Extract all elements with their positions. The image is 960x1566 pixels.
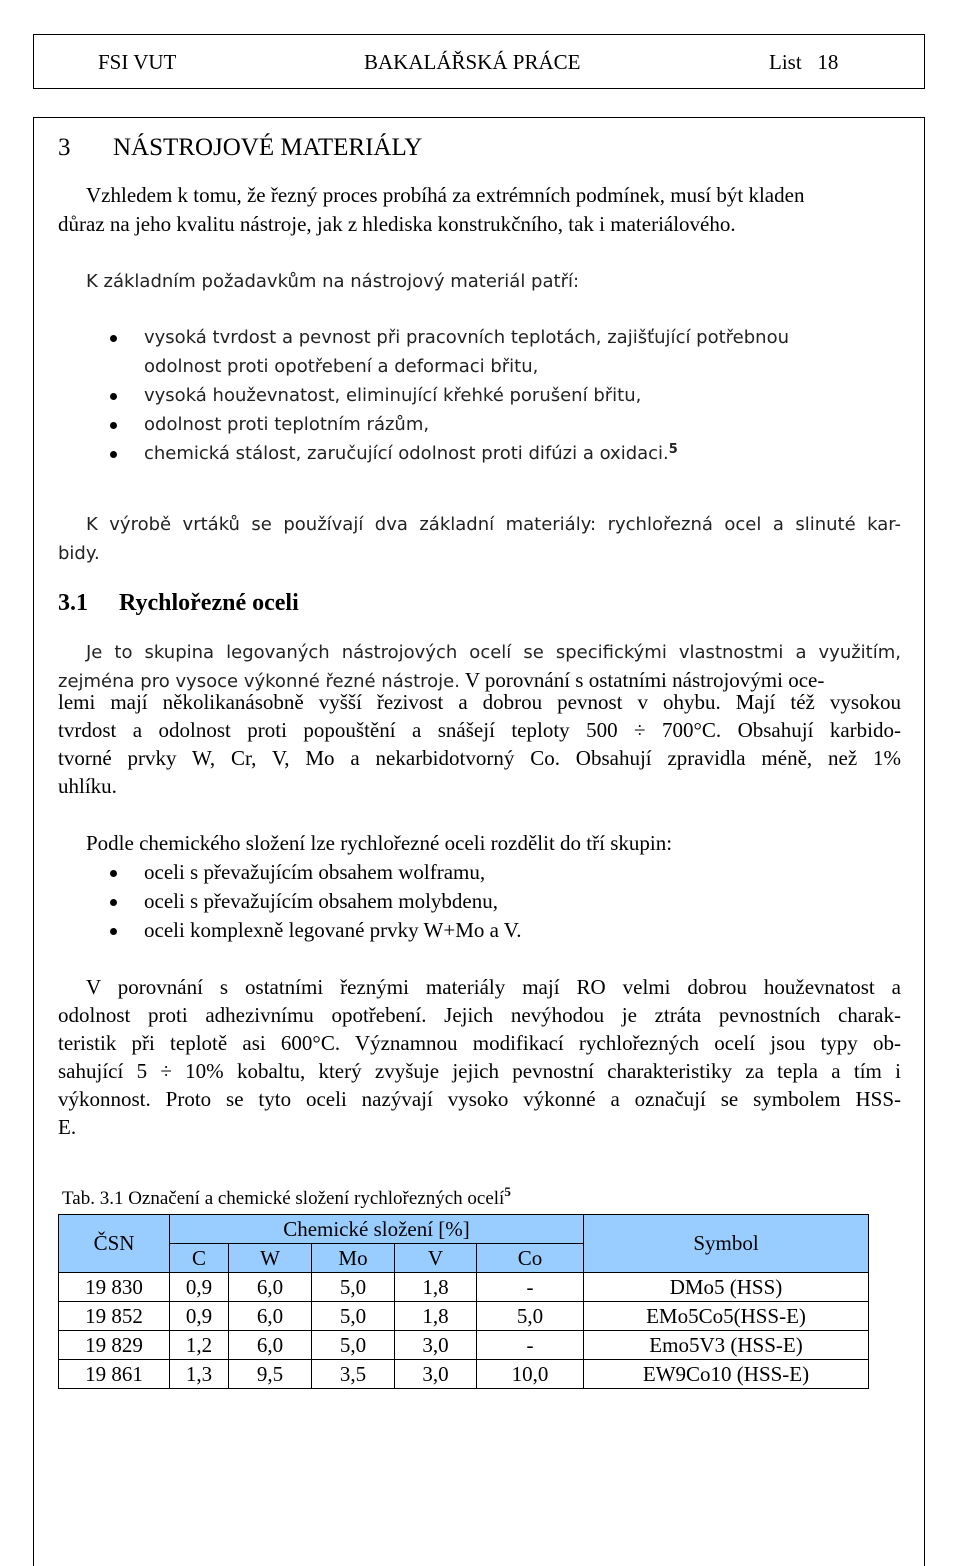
bullet-icon: [110, 451, 117, 458]
cell-symbol: Emo5V3 (HSS-E): [584, 1331, 869, 1360]
requirements-list: [58, 323, 789, 468]
header-element: Mo: [312, 1244, 395, 1273]
drill-line: K výrobě vrtáků se používají dva základní materiály: rychlořezná ocel a slinuté kar-: [86, 514, 901, 535]
header-element: W: [229, 1244, 312, 1273]
table-row: [59, 1273, 869, 1302]
hss-line: tvrdost a odolnost proti popouštění a snášejí teploty 500 ÷ 700°C. Obsahují karbido-: [58, 718, 901, 742]
list-item-line: vysoká tvrdost a pevnost při pracovních teplotách, zajišťující potřebnou: [144, 327, 790, 348]
cell-value: 5,0: [477, 1302, 584, 1331]
chapter-number: 3: [58, 134, 71, 161]
cell-value: 6,0: [229, 1273, 312, 1302]
cell-symbol: EW9Co10 (HSS-E): [584, 1360, 869, 1389]
composition-table: [58, 1214, 869, 1389]
requirements-lead: K základním požadavkům na nástrojový materiál patří:: [86, 271, 580, 292]
cell-value: 1,8: [395, 1273, 477, 1302]
table-caption: [62, 1184, 511, 1210]
list-item-text: oceli s převažujícím obsahem molybdenu,: [144, 889, 498, 913]
bullet-icon: [110, 899, 117, 906]
list-item-line: odolnost proti teplotním rázům,: [144, 414, 430, 435]
list-item: [58, 439, 789, 468]
cell-value: 1,8: [395, 1302, 477, 1331]
cell-value: -: [477, 1273, 584, 1302]
table-row: [59, 1360, 869, 1389]
cell-value: 3,0: [395, 1360, 477, 1389]
cell-value: 5,0: [312, 1302, 395, 1331]
header-document-type: BAKALÁŘSKÁ PRÁCE: [364, 50, 581, 74]
header-chemical-composition: Chemické složení [%]: [170, 1215, 584, 1244]
cell-value: 6,0: [229, 1331, 312, 1360]
cell-value: 0,9: [170, 1302, 229, 1331]
bullet-icon: [110, 393, 117, 400]
section-title-text: Rychlořezné oceli: [119, 590, 299, 616]
hss-line: uhlíku.: [58, 774, 117, 798]
section-number: 3.1: [58, 590, 88, 616]
list-item: [58, 858, 522, 887]
hss-line: Je to skupina legovaných nástrojových ocelí se specifickými vlastnostmi a využitím,: [86, 642, 901, 663]
cell-value: 3,5: [312, 1360, 395, 1389]
list-item-line: odolnost proti opotřebení a deformaci břitu,: [144, 356, 539, 377]
list-item-text: oceli komplexně legované prvky W+Mo a V.: [144, 918, 522, 942]
comparison-line: odolnost proti adhezivnímu opotřebení. Jejich nevýhodou je ztráta pevnostních charak-: [58, 1003, 901, 1027]
header-symbol: Symbol: [584, 1215, 869, 1273]
page-header: [33, 34, 925, 89]
list-item: [58, 410, 789, 439]
list-item: [58, 916, 522, 945]
hss-line: zejména pro vysoce výkonné řezné nástroje.: [58, 671, 460, 692]
header-institution: FSI VUT: [98, 50, 177, 74]
cell-csn: 19 861: [59, 1360, 170, 1389]
intro-line: důraz na jeho kvalitu nástroje, jak z hlediska konstrukčního, tak i materiálového.: [58, 212, 736, 236]
hss-line: tvorné prvky W, Cr, V, Mo a nekarbidotvorný Co. Obsahují zpravidla méně, než 1%: [58, 746, 901, 770]
drill-line: bidy.: [58, 543, 100, 564]
cell-csn: 19 852: [59, 1302, 170, 1331]
cell-symbol: EMo5Co5(HSS-E): [584, 1302, 869, 1331]
hss-line: V porovnání s ostatními nástrojovými oce-: [459, 668, 825, 692]
cell-value: 5,0: [312, 1331, 395, 1360]
bullet-icon: [110, 335, 117, 342]
cell-value: 9,5: [229, 1360, 312, 1389]
reference-number: 5: [504, 1184, 511, 1199]
comparison-line: E.: [58, 1115, 77, 1139]
cell-value: 1,3: [170, 1360, 229, 1389]
cell-symbol: DMo5 (HSS): [584, 1273, 869, 1302]
table-row: [59, 1331, 869, 1360]
list-item-line: chemická stálost, zaručující odolnost proti difúzi a oxidaci.: [144, 443, 669, 464]
header-element: Co: [477, 1244, 584, 1273]
cell-value: 0,9: [170, 1273, 229, 1302]
bullet-icon: [110, 928, 117, 935]
cell-csn: 19 830: [59, 1273, 170, 1302]
cell-value: 1,2: [170, 1331, 229, 1360]
cell-csn: 19 829: [59, 1331, 170, 1360]
comparison-line: teristik při teplotě asi 600°C. Významnou modifikací rychlořezných ocelí jsou typy ob-: [58, 1031, 901, 1055]
chapter-title: [58, 134, 422, 162]
comparison-line: sahující 5 ÷ 10% kobaltu, který zvyšuje jejich pevnostní charakteristiky za tepla a tím i: [58, 1059, 901, 1083]
groups-lead: Podle chemického složení lze rychlořezné oceli rozdělit do tří skupin:: [86, 831, 673, 855]
list-item: [58, 381, 789, 410]
list-item: [58, 323, 789, 381]
cell-value: 10,0: [477, 1360, 584, 1389]
list-item-line: vysoká houževnatost, eliminující křehké porušení břitu,: [144, 385, 642, 406]
bullet-icon: [110, 870, 117, 877]
chapter-title-text: NÁSTROJOVÉ MATERIÁLY: [113, 134, 423, 161]
reference-number: 5: [668, 442, 678, 457]
groups-list: [58, 858, 522, 945]
header-csn: ČSN: [59, 1215, 170, 1273]
cell-value: 6,0: [229, 1302, 312, 1331]
comparison-line: V porovnání s ostatními řeznými materiály mají RO velmi dobrou houževnatost a: [86, 975, 901, 999]
header-page-number: List 18: [769, 50, 839, 74]
header-element: V: [395, 1244, 477, 1273]
bullet-icon: [110, 422, 117, 429]
cell-value: 3,0: [395, 1331, 477, 1360]
list-item: [58, 887, 522, 916]
comparison-line: výkonnost. Proto se tyto oceli nazývají vysoko výkonné a označují se symbolem HSS-: [58, 1087, 901, 1111]
intro-line: Vzhledem k tomu, že řezný proces probíhá za extrémních podmínek, musí být kladen: [86, 183, 805, 207]
list-item-text: oceli s převažujícím obsahem wolframu,: [144, 860, 486, 884]
hss-line: lemi mají několikanásobně vyšší řezivost a dobrou pevnost v ohybu. Mají též vysokou: [58, 690, 901, 714]
cell-value: -: [477, 1331, 584, 1360]
header-element: C: [170, 1244, 229, 1273]
section-title: [58, 590, 299, 617]
table-row: [59, 1302, 869, 1331]
cell-value: 5,0: [312, 1273, 395, 1302]
table-caption-text: Tab. 3.1 Označení a chemické složení rychlořezných ocelí: [62, 1188, 505, 1209]
